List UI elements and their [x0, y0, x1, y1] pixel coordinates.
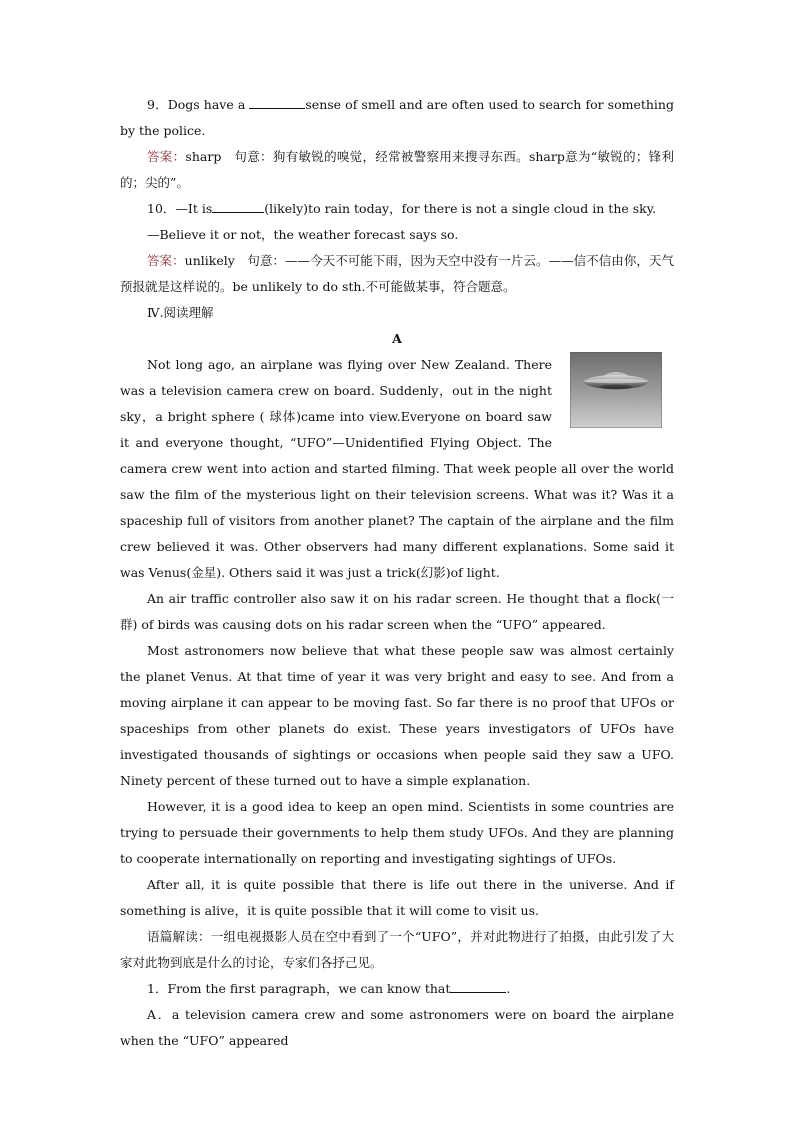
q10-answer-text: unlikely 句意：——今天不可能下雨，因为天空中没有一片云。——信不信由你，天气预报就是这样说的。be unlikely to do sth.不可能做某事，符合题意。 — [120, 253, 674, 294]
q10-blank — [212, 200, 264, 213]
passage-paragraph-5: After all, it is quite possible that there is life out there in the universe. And if something is alive，it is quite possible that it will come to visit us. — [120, 877, 674, 918]
question-9 — [120, 92, 674, 144]
passage-paragraph-1: Not long ago, an airplane was flying over New Zealand. There was a television camera crew on board. Suddenly，out in the night sky，a bright sphere ( 球体)came into view.Everyone on board saw it and everyone thought, “UFO”—Unidentified Flying Object. The camera crew went into action and started filming. That week people all over the world saw the film of the mysterious light on their television screens. What was it? Was it a spaceship full of visitors from another planet? The captain of the airplane and the film crew believed it was. Other observers had many different explanations. Some said it was Venus(金星). Others said it was just a trick(幻影)of light. — [120, 357, 674, 580]
q9-answer-text: sharp 句意：狗有敏锐的嗅觉，经常被警察用来搜寻东西。sharp意为“敏锐的；锋利的；尖的”。 — [120, 149, 674, 190]
q1-blank — [450, 980, 506, 993]
q9-prefix: 9．Dogs have a — [147, 97, 250, 112]
passage-title: A — [392, 331, 402, 346]
analysis-text: 一组电视摄影人员在空中看到了一个“UFO”，并对此物进行了拍摄，由此引发了大家对此物到底是什么的讨论，专家们各抒己见。 — [120, 929, 674, 970]
q9-answer-label: 答案： — [147, 149, 186, 164]
analysis — [120, 924, 674, 976]
q9-answer — [120, 144, 674, 196]
passage-paragraph-3: Most astronomers now believe that what these people saw was almost certainly the planet Venus. At that time of year it was very bright and easy to see. And from a moving airplane it can appear to be moving fast. So far there is no proof that UFOs or spaceships from other planets do exist. These years investigators of UFOs have investigated thousands of sightings or occasions when people said they saw a UFO. Ninety percent of these turned out to have a simple explanation. — [120, 643, 674, 788]
q1-stem-suffix: . — [506, 981, 511, 996]
q10-line2: —Believe it or not，the weather forecast says so. — [147, 227, 459, 242]
ufo-photo-icon — [570, 352, 662, 428]
question-1 — [120, 976, 674, 1002]
q10-answer — [120, 248, 674, 300]
q1-stem-prefix: 1．From the first paragraph，we can know that — [147, 981, 451, 996]
q9-suffix: sense of smell and are often used to search for something by the police. — [120, 97, 674, 138]
analysis-label: 语篇解读： — [147, 929, 211, 944]
ufo-photo — [570, 352, 662, 428]
q1-option-a: A．a television camera crew and some astronomers were on board the airplane when the “UFO” appeared — [120, 1007, 674, 1048]
question-10 — [120, 196, 674, 222]
section-title: Ⅳ.阅读理解 — [147, 305, 214, 320]
document-page — [120, 92, 674, 1054]
q10-answer-label: 答案： — [147, 253, 185, 268]
passage-paragraph-4: However, it is a good idea to keep an open mind. Scientists in some countries are trying to persuade their governments to help them study UFOs. And they are planning to cooperate internationally on reporting and investigating sightings of UFOs. — [120, 799, 674, 866]
q10-suffix: (likely)to rain today，for there is not a single cloud in the sky. — [264, 201, 657, 216]
passage-paragraph-2: An air traffic controller also saw it on his radar screen. He thought that a flock(一群) of birds was causing dots on his radar screen when the “UFO” appeared. — [120, 591, 674, 632]
q9-blank — [249, 96, 305, 109]
q10-prefix: 10．—It is — [147, 201, 213, 216]
